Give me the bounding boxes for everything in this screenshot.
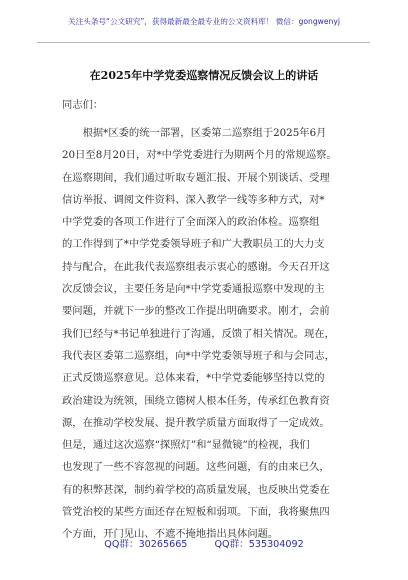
- body-line: 管党治校的某些方面还存在短板和弱项。下面，我将聚焦四: [62, 506, 330, 519]
- body-line: 有的积弊甚深，制约着学校的高质量发展，也反映出党委在: [62, 483, 330, 496]
- body-line: 的工作得到了*中学党委领导班子和广大教职员工的大力支: [62, 238, 325, 251]
- body-line: 正式反馈巡察意见。总体来看，*中学党委能够坚持以党的: [62, 372, 325, 385]
- body-line: 但是，通过这次巡察“探照灯”和“显微镜”的检视，我们: [62, 439, 310, 452]
- body-line: 我们已经与*书记单独进行了沟通，反馈了相关情况。现在，: [62, 327, 335, 340]
- header-divider: [37, 42, 370, 43]
- body-line: 在巡察期间，我们通过听取专题汇报、开展个别谈话、受理: [62, 171, 330, 184]
- body-line: 次反馈会议，主要任务是向*中学党委通报巡察中发现的主: [62, 283, 325, 296]
- body-line: 政治建设为统领，围绕立德树人根本任务，传承红色教育资: [62, 394, 330, 407]
- footer-contacts: [0, 536, 408, 550]
- qq-group-1: QQ群：30265665: [104, 539, 188, 550]
- body-line: 持与配合，在此我代表巡察组表示衷心的感谢。今天召开这: [62, 260, 330, 273]
- body-line: 信访举报、调阅文件资料、深入教学一线等多种方式，对*: [62, 193, 325, 206]
- qq-group-2: QQ群：535304092: [214, 539, 304, 550]
- body-line: 20日至8月20日，对*中学党委进行为期两个月的常规巡察。: [62, 149, 337, 162]
- body-paragraph: [62, 122, 350, 546]
- body-line: 要问题，并就下一步的整改工作提出明确要求。刚才，会前: [62, 305, 330, 318]
- body-line: 个方面，开门见山、不遮不掩地指出具体问题。: [62, 528, 279, 541]
- document-title: 在2025年中学党委巡察情况反馈会议上的讲话: [89, 69, 319, 82]
- salutation: 同志们：: [62, 99, 104, 111]
- header-notice: 关注头条号“公文研究”，获得最新最全最专业的公文资料库！ 微信：gongwenyj: [68, 17, 340, 26]
- body-line: 中学党委的各项工作进行了全面深入的政治体检。巡察组: [62, 216, 320, 229]
- body-line: 源，在推动学校发展、提升教学质量方面取得了一定成效。: [62, 416, 330, 429]
- body-line: 也发现了一些不容忽视的问题。这些问题，有的由来已久，: [62, 461, 330, 474]
- body-line: 我代表区委第二巡察组，向*中学党委领导班子和与会同志，: [62, 349, 335, 362]
- body-line: 根据*区委的统一部署，区委第二巡察组于2025年6月: [62, 127, 327, 139]
